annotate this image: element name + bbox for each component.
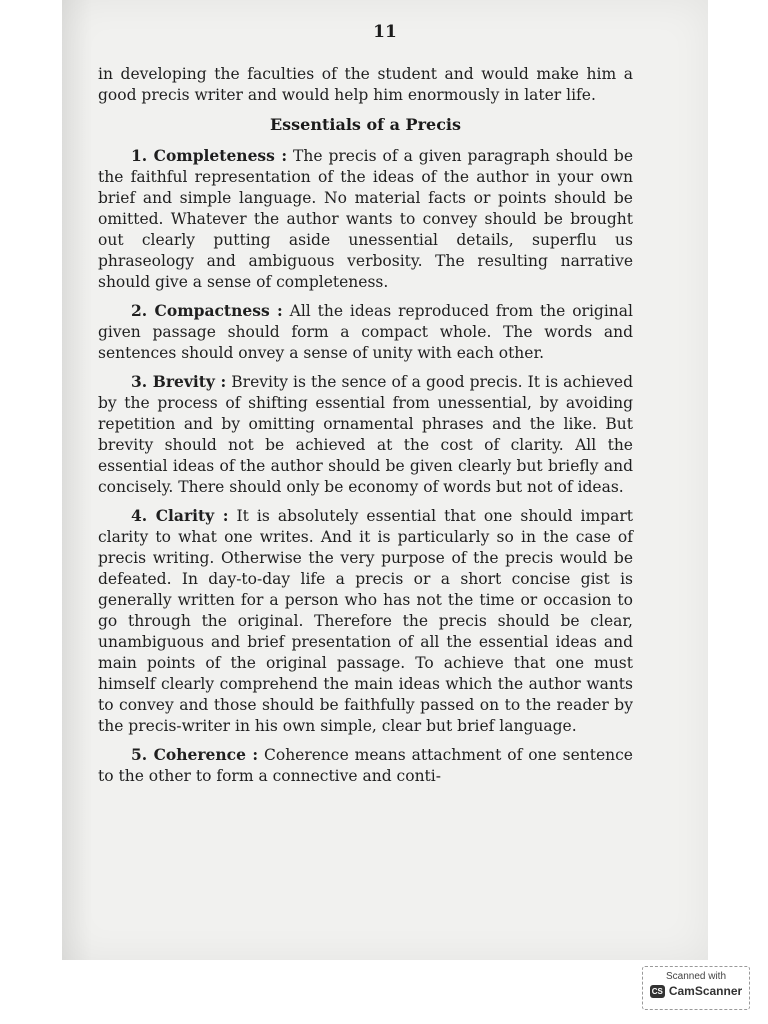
section-title: Essentials of a Precis <box>269 115 462 134</box>
essential-item-completeness <box>98 145 633 293</box>
essential-item-clarity <box>98 505 633 737</box>
essential-item-coherence <box>98 744 633 787</box>
page-number: 11 <box>373 22 397 42</box>
item-text: It is absolutely essential that one should impart clarity to what one writes. And it is particularly so in the case of precis writing. Otherwise the very purpose of the precis would be defeated. In day-to-day life a precis or a short concise gist is generally written for a person who has not the time or occasion to go through the original. Therefore the precis should be clear, unambiguous and brief presentation of all the essential ideas and main points of the original passage. To achieve that one must himself clearly comprehend the main ideas which the author wants to convey and those should be faithfully passed on to the reader by the precis-writer in his own simple, clear but brief language. <box>98 507 633 735</box>
document-body <box>98 64 633 794</box>
cs-logo-icon: CS <box>651 986 663 996</box>
item-text: Brevity is the sence of a good precis. It is achieved by the process of shifting essential from unessential, by avoiding repetition and by omitting ornamental phrases and the like. But brevity should not be achieved at the cost of clarity. All the essential ideas of the author should be given clearly but briefly and concisely. There should only be economy of words but not of ideas. <box>98 373 633 496</box>
item-title: 5. Coherence : <box>131 745 259 764</box>
watermark-brand: CamScanner <box>668 984 743 998</box>
item-text: The precis of a given paragraph should be the faithful representation of the ideas of the author in your own brief and simple language. No material facts or points should be omitted. Whatever the author wants to convey should be brought out clearly putting aside unessential details, superflu us phraseology and ambiguous verbosity. The resulting narrative should give a sense of completeness. <box>98 147 633 291</box>
essential-item-brevity <box>98 371 633 498</box>
item-title: 2. Compactness : <box>131 301 283 320</box>
camscanner-watermark <box>642 966 750 1010</box>
essential-item-compactness <box>98 300 633 364</box>
lead-paragraph: in developing the faculties of the student and would make him a good precis writer and would help him enormously in later life. <box>98 65 633 104</box>
scanned-page <box>62 0 708 960</box>
watermark-brand-row <box>643 984 749 998</box>
item-title: 3. Brevity : <box>131 372 227 391</box>
watermark-caption: Scanned with <box>665 971 727 982</box>
item-title: 4. Clarity : <box>131 506 229 525</box>
item-text: Coherence means attachment of one sentence to the other to form a connective and conti- <box>98 746 633 785</box>
item-text: All the ideas reproduced from the original given passage should form a compact whole. The words and sentences should onvey a sense of unity with each other. <box>98 302 633 362</box>
item-title: 1. Completeness : <box>131 146 288 165</box>
